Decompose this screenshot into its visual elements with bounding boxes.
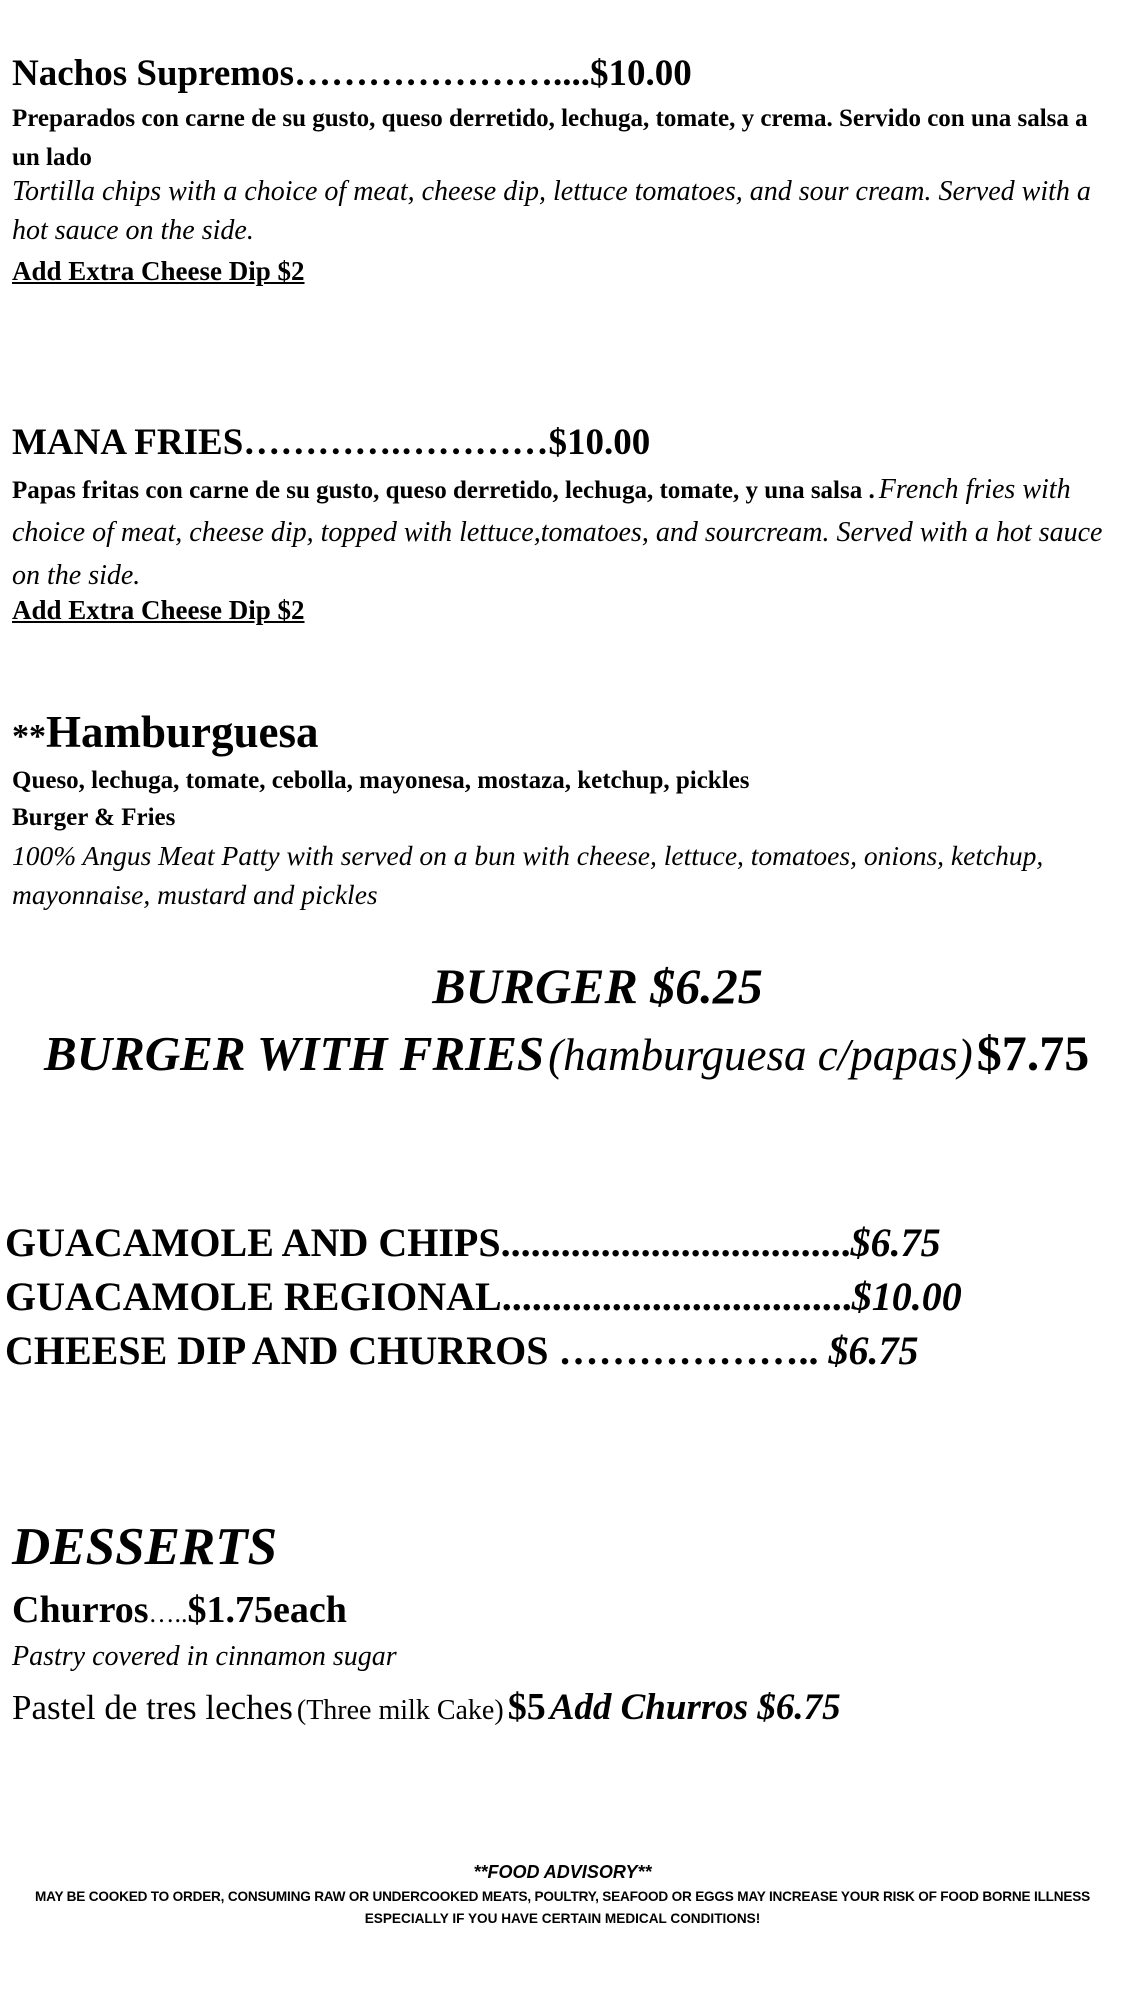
side-item [5,1216,1117,1270]
burger-english-desc: 100% Angus Meat Patty with served on a bun with cheese, lettuce, tomatoes, onions, ketchup, mayonnaise, mustard and pickles [12,840,1044,910]
desserts-heading: DESSERTS [12,1518,278,1576]
side-item-dots: ……………….. [548,1328,829,1373]
fries-spanish-desc: Papas fritas con carne de su gusto, queso derretido, lechuga, tomate, y una salsa . [12,477,875,504]
churros-line [12,1584,1117,1644]
burger-title: Hamburguesa [46,707,319,757]
churros-label: Churros [12,1589,149,1631]
side-item-price: $6.75 [828,1328,919,1373]
fries-price: $10.00 [548,422,651,463]
churros-desc: Pastry covered in cinnamon sugar [12,1641,397,1672]
nachos-spanish-desc: Preparados con carne de su gusto, queso derretido, lechuga, tomate, y crema. Servido con una salsa a un lado [12,105,1088,171]
fries-english-desc: French fries with choice of meat, cheese dip, topped with lettuce,tomatoes, and sourcream. Served with a hot sauce on the side. [12,474,1103,591]
burger-spanish-desc: Queso, lechuga, tomate, cebolla, mayonesa, mostaza, ketchup, pickles [12,767,750,794]
nachos-price: $10.00 [590,53,692,94]
cake-english: (Three milk Cake) [296,1695,504,1726]
nachos-extra-cheese: Add Extra Cheese Dip $2 [12,256,305,286]
cake-price: $5 [507,1686,546,1728]
side-item-price: $6.75 [850,1220,941,1265]
burger-stars: ** [12,718,46,755]
churros-price: $1.75each [187,1589,347,1631]
fries-title-line [12,421,1117,465]
cake-line [12,1680,1117,1742]
side-item-label: GUACAMOLE REGIONAL [5,1274,502,1319]
burger-fries-price-line [44,1019,1089,1100]
fries-title: MANA FRIES [12,422,244,463]
advisory-title: **FOOD ADVISORY** [473,1862,652,1882]
cake-addon: Add Churros $6.75 [549,1687,841,1728]
side-item-dots: ................................... [501,1274,852,1319]
churros-dots: ….. [148,1599,188,1628]
nachos-title-line [12,52,1117,96]
burger-fries-price: $7.75 [976,1025,1090,1081]
burger-fries-spanish: (hamburguesa c/papas) [548,1030,973,1080]
side-item [5,1324,1117,1378]
side-item-dots: ................................... [500,1220,851,1265]
nachos-english-desc: Tortilla chips with a choice of meat, cheese dip, lettuce tomatoes, and sour cream. Served with a hot sauce on the side. [12,176,1091,246]
side-item [5,1270,1117,1324]
cake-label: Pastel de tres leches [12,1688,293,1727]
side-item-price: $10.00 [851,1274,962,1319]
advisory-line-1: MAY BE COOKED TO ORDER, CONSUMING RAW OR UNDERCOOKED MEATS, POULTRY, SEAFOOD OR EGGS MAY INCREASE YOUR RISK OF FOOD BORNE ILLNESS [34,1889,1090,1904]
nachos-dots: ………………….... [294,53,590,94]
burger-subtitle: Burger & Fries [12,804,176,831]
fries-desc [12,470,1117,599]
burger-fries-label: BURGER WITH FRIES [44,1026,545,1081]
side-item-label: GUACAMOLE AND CHIPS [5,1220,501,1265]
fries-dots: ………….………… [243,422,549,463]
burger-price-line: BURGER $6.25 [432,958,763,1014]
fries-extra-cheese: Add Extra Cheese Dip $2 [12,595,305,625]
advisory-line-2: ESPECIALLY IF YOU HAVE CERTAIN MEDICAL CONDITIONS! [364,1911,761,1926]
side-item-label: CHEESE DIP AND CHURROS [5,1328,549,1373]
nachos-title: Nachos Supremos [12,53,294,94]
